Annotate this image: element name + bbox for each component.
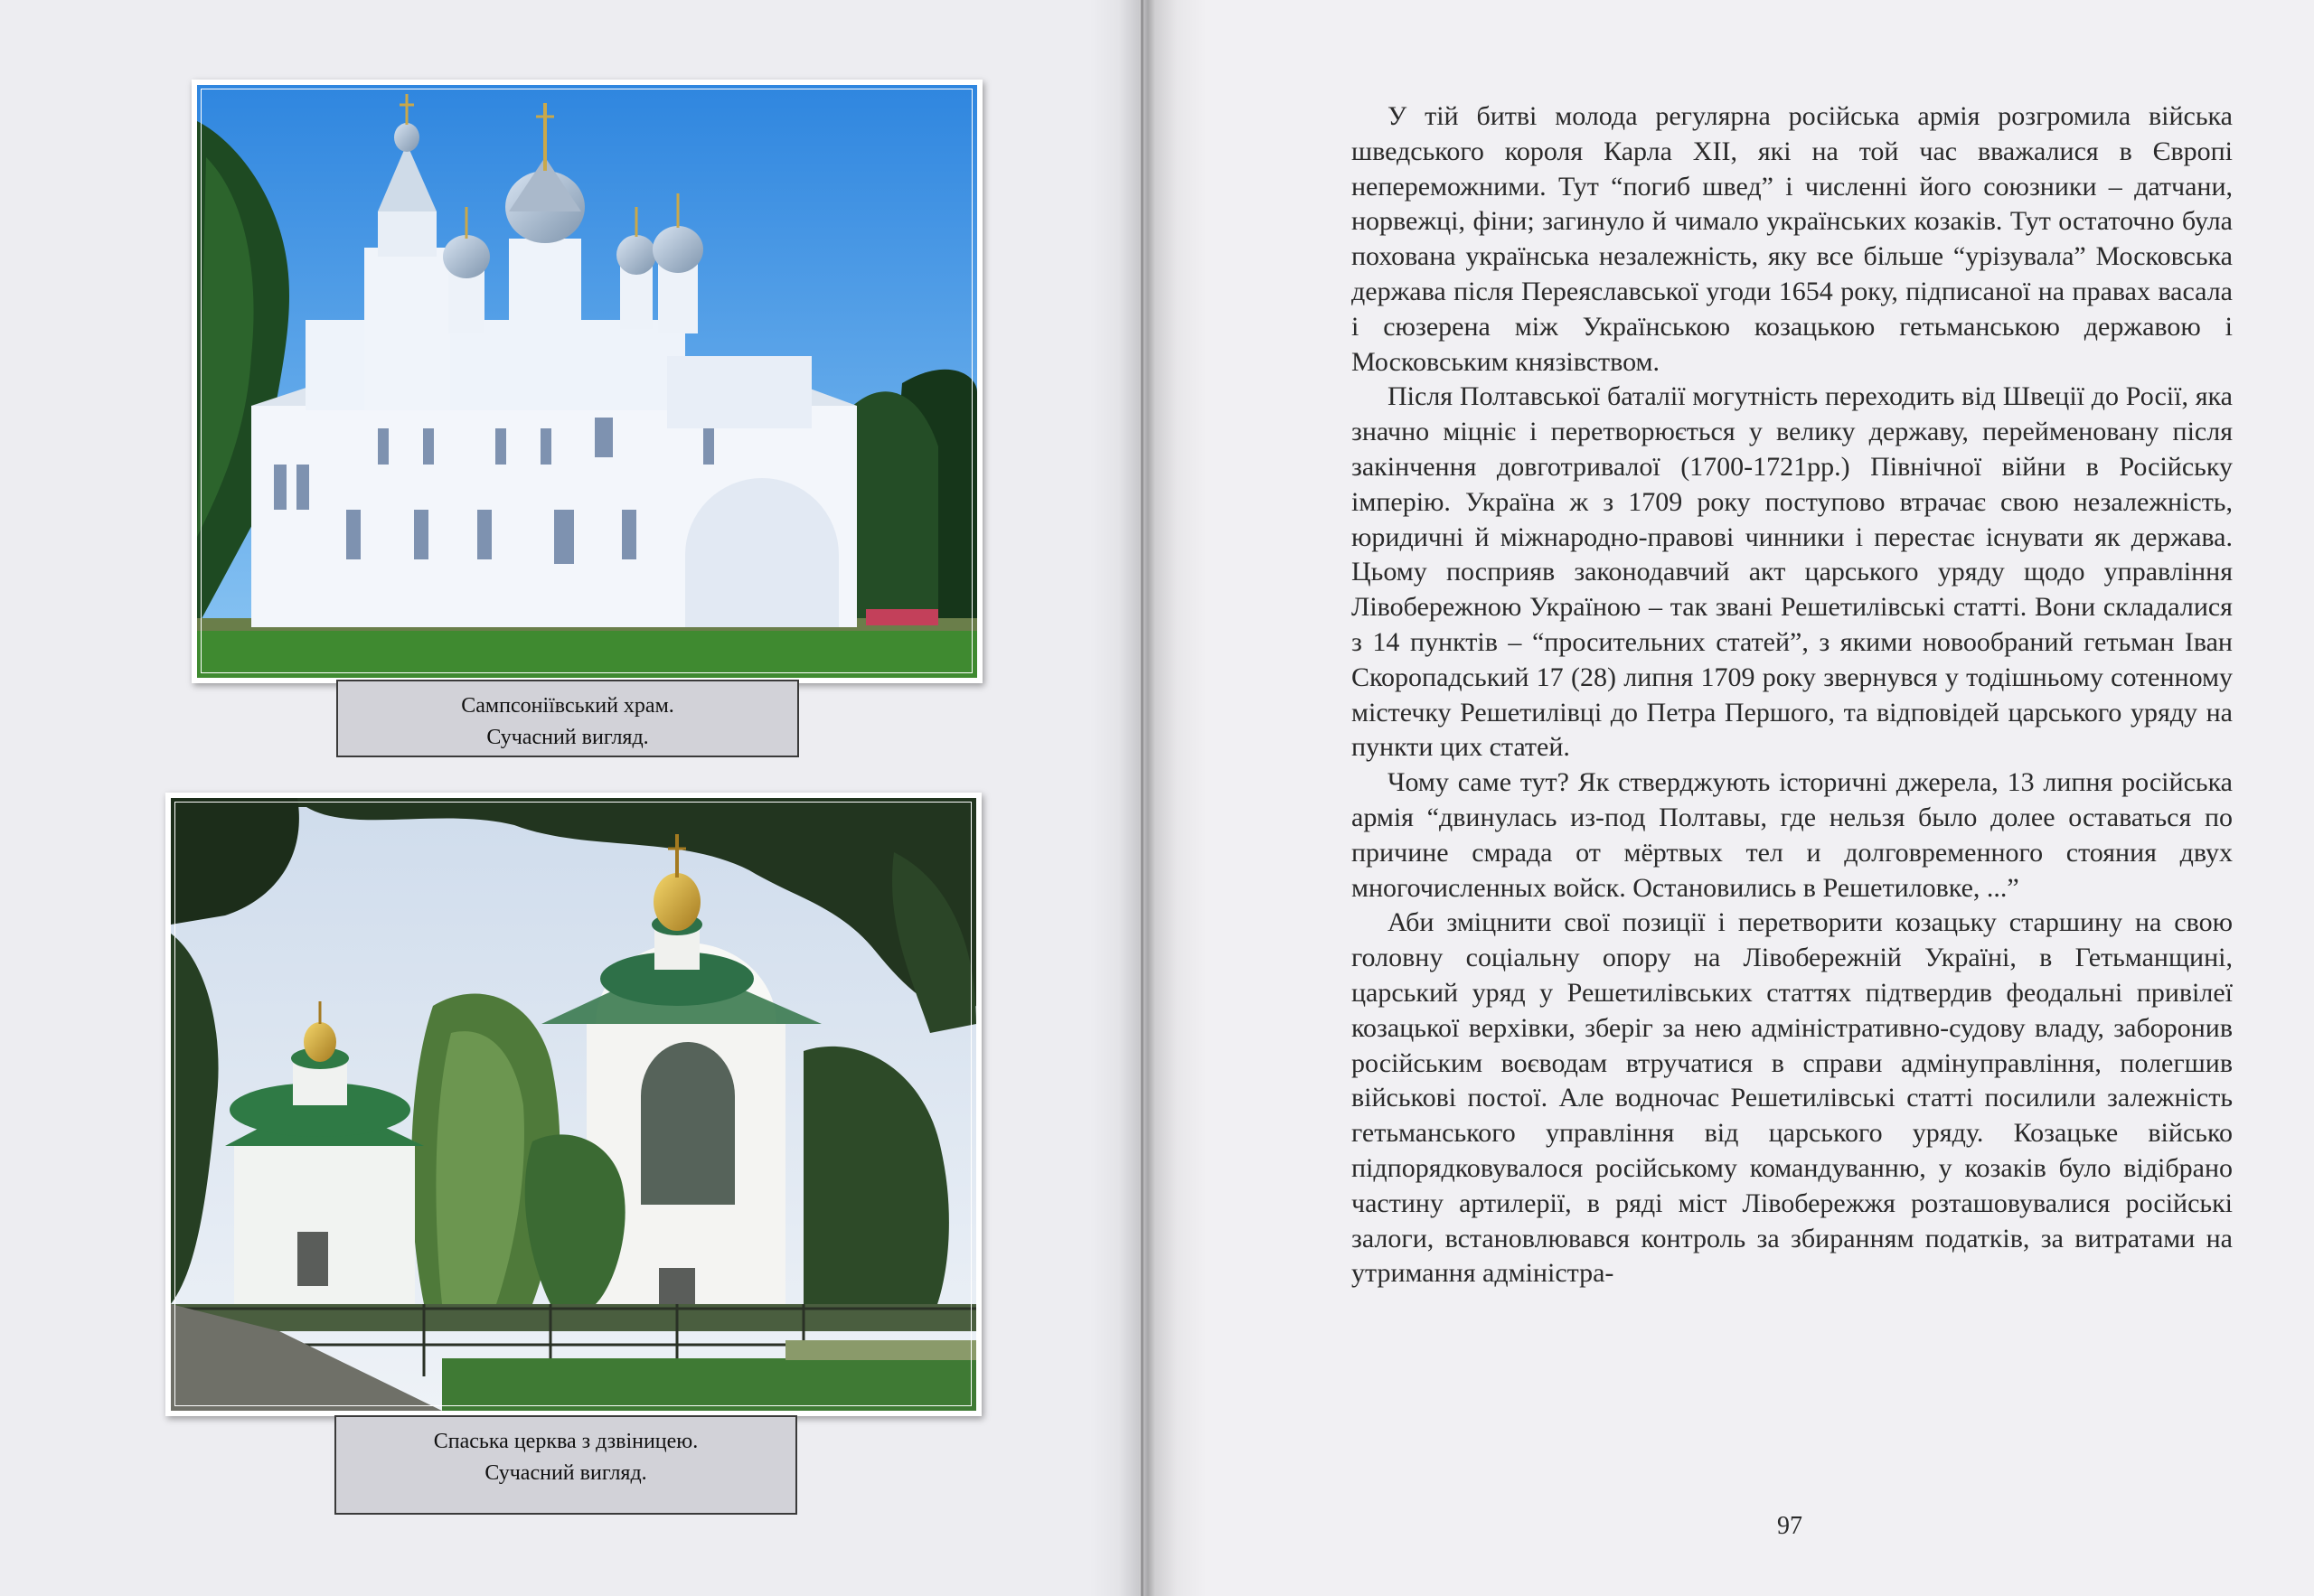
church-photo-icon: [197, 85, 977, 678]
caption-line-2: Сучасний вигляд.: [486, 726, 649, 749]
book-spine-line: [1141, 0, 1143, 1596]
paragraph: Аби зміцнити свої позиції і перетворити козацьку старшину на свою головну соціальну опору на Лівобережній Україні, в Гетьманщині, царський уряд у Решетилівських статтях підтвердив феодальні привілеї козацької верхівки, зберіг за нею адміністративно-судову владу, заборонив російським воєводам втручатися в справи адмінуправління, полегшив військові постої. Але водночас Решетилівські статті посилили залежність гетьманського управління від царського уряду. Козацьке військо підпорядковувалося російському командуванню, у козаків було відібрано частину артилерії, в ряді міст Лівобережжя розташовувалися російські залоги, встановлювався контроль за збиранням податків, за витратами на утримання адміністра-: [1351, 907, 2233, 1289]
paragraph: Чому саме тут? Як стверджують історичні джерела, 13 липня російська армія “двинулась из-под Полтавы, где нельзя было долее оставаться по причине смрада от мёртвых тел и долговременного стояния двух многочисленных войск. Остановились в Решетиловке, ...”: [1351, 767, 2233, 903]
caption-spas-church: [334, 1415, 797, 1515]
caption-line-1: Сампсоніївський храм.: [461, 694, 674, 718]
photo-sampson-church: [192, 80, 983, 683]
paragraph: Після Полтавської баталії могутність переходить від Швеції до Росії, яка значно міцніє і перетворюється у велику державу, перейменовану після закінчення довготривалої (1700-1721рр.) Північної війни в Російську імперію. Україна ж з 1709 року поступово втрачає свою незалежність, юридичні й міжнародно-правові чинники і перестає існувати як держава. Цьому посприяв законодавчий акт царського уряду щодо управління Лівобережною Україною – так звані Решетилівські статті. Вони складалися з 14 пунктів – “просительних статей”, з якими новообраний гетьман Іван Скоропадський 17 (28) липня 1709 року звернувся у тодішньому сотенному містечку Решетилівці до Петра Першого, та відповідей царського уряду на пункти цих статей.: [1351, 381, 2233, 763]
caption-sampson-church: [336, 680, 799, 757]
church-photo-icon: [171, 798, 976, 1411]
page-number: 97: [1777, 1512, 1802, 1540]
book-gutter-shadow: [1089, 0, 1207, 1596]
photo-spas-church: [165, 793, 982, 1416]
caption-line-2: Сучасний вигляд.: [484, 1461, 647, 1485]
caption-line-1: Спаська церква з дзвіницею.: [433, 1430, 699, 1453]
body-text: [1351, 99, 2233, 1291]
paragraph: У тій битві молода регулярна російська армія розгромила війська шведського короля Карла XII, які на той час вважалися в Європі непереможними. Тут “погиб швед” і численні його союзники – датчани, норвежці, фіни; загинуло й чимало українських козаків. Тут остаточно була похована українська незалежність, яку все більше “урізувала” Московська держава після Переяславської угоди 1654 року, підписаної на правах васала і сюзерена між Українською козацькою гетьманською державою і Московським князівством.: [1351, 101, 2233, 377]
